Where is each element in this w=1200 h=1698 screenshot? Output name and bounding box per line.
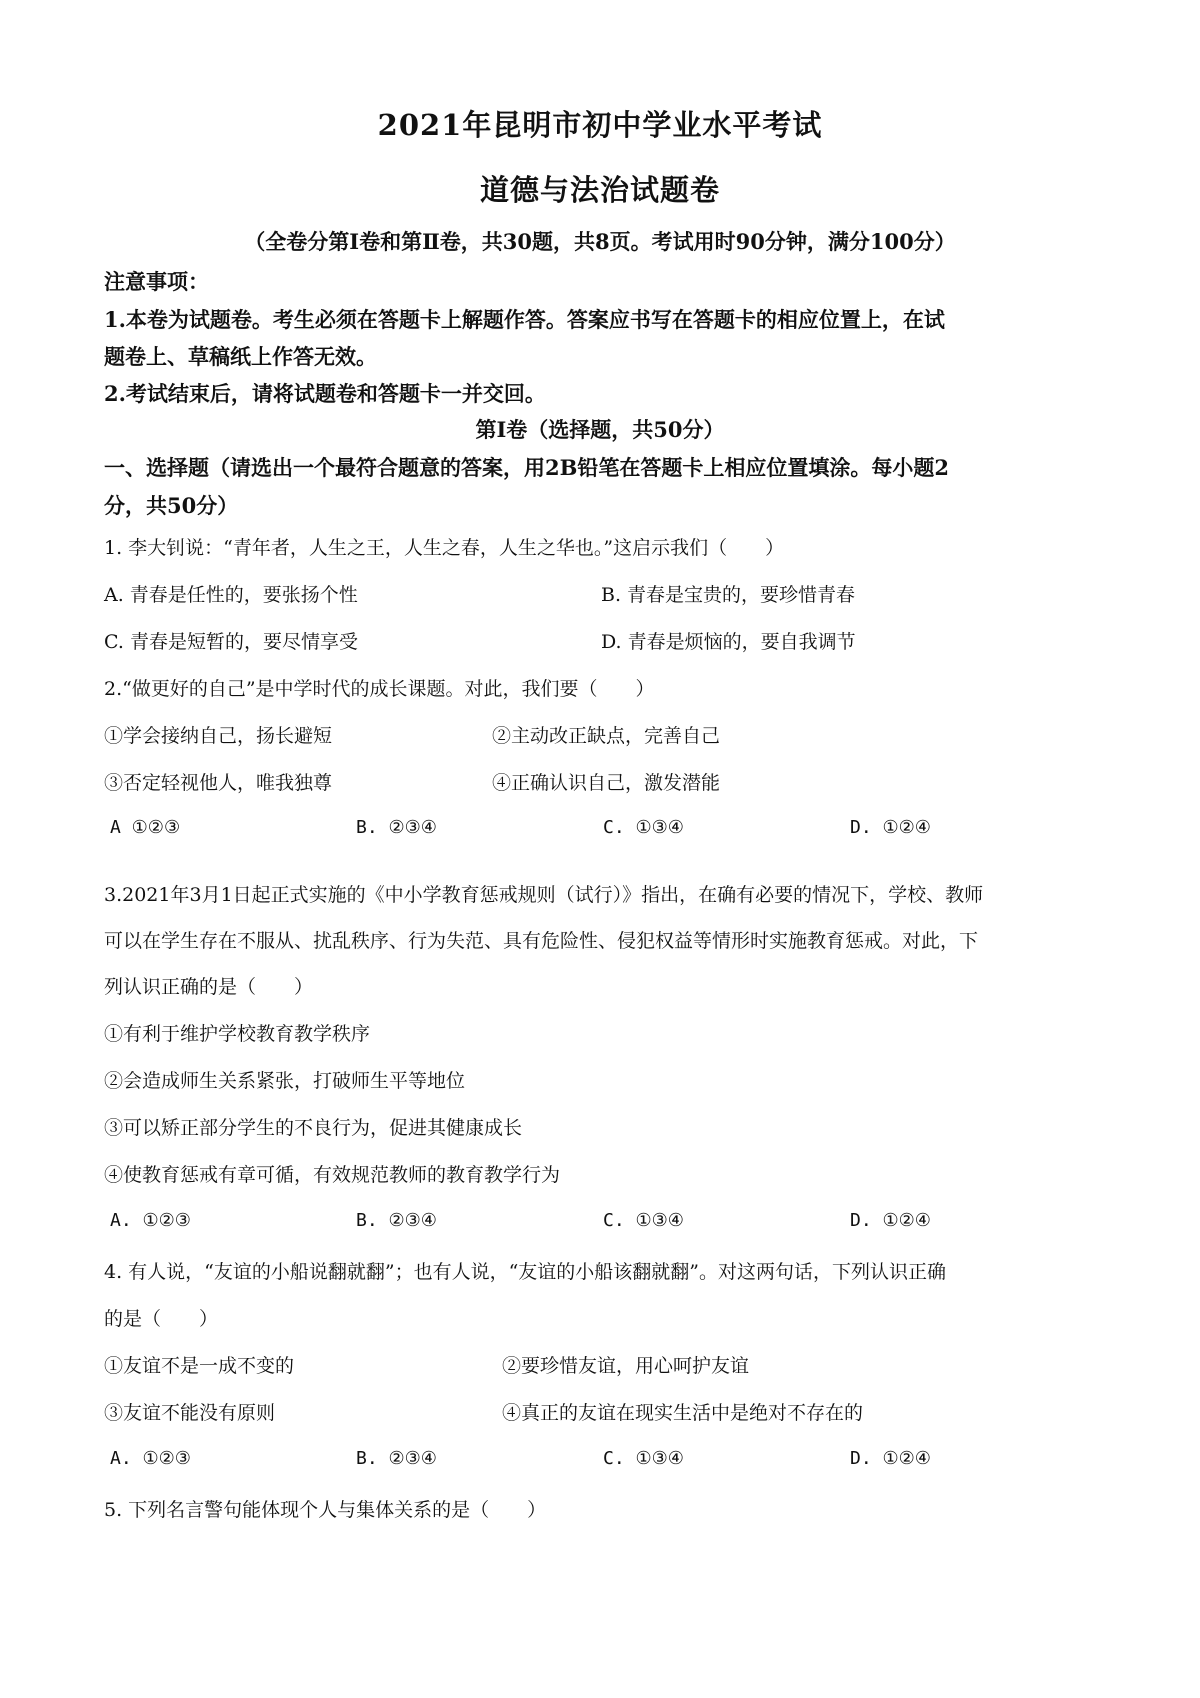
notice-item-1-line-1: 1.本卷为试题卷。考生必须在答题卡上解题作答。答案应书写在答题卡的相应位置上，在试	[104, 307, 945, 332]
question-1-option-c: C. 青春是短暂的，要尽情享受	[104, 631, 358, 653]
question-3-option-a: A. ①②③	[110, 1210, 191, 1231]
question-3-statement-3: ③可以矫正部分学生的不良行为，促进其健康成长	[104, 1117, 523, 1139]
question-4-statement-2: ②要珍惜友谊，用心呵护友谊	[502, 1355, 750, 1377]
question-4-option-d: D. ①②④	[850, 1448, 931, 1469]
question-1-option-d: D. 青春是烦恼的，要自我调节	[601, 631, 856, 653]
notice-item-1-line-2: 题卷上、草稿纸上作答无效。	[104, 344, 377, 369]
question-3-stem-line-1: 3.2021年3月1日起正式实施的《中小学教育惩戒规则（试行）》指出，在确有必要的情况下，学校、教师	[104, 884, 984, 906]
question-2-statement-1: ①学会接纳自己，扬长避短	[104, 725, 333, 747]
question-3-statement-2: ②会造成师生关系紧张，打破师生平等地位	[104, 1070, 466, 1092]
exam-title: 2021年昆明市初中学业水平考试	[377, 108, 823, 142]
notice-item-2: 2.考试结束后，请将试题卷和答题卡一并交回。	[104, 381, 546, 406]
question-3-stem-line-2: 可以在学生存在不服从、扰乱秩序、行为失范、具有危险性、侵犯权益等情形时实施教育惩戒。对此，下	[104, 930, 979, 952]
question-4-statement-3: ③友谊不能没有原则	[104, 1402, 276, 1424]
question-5-stem: 5. 下列名言警句能体现个人与集体关系的是（ ）	[104, 1499, 547, 1521]
question-4-option-c: C. ①③④	[603, 1448, 684, 1469]
question-4-stem-line-1: 4. 有人说，“友谊的小船说翻就翻”；也有人说，“友谊的小船该翻就翻”。对这两句话，下列认识正确	[104, 1261, 947, 1283]
question-1-stem: 1. 李大钊说：“青年者，人生之王，人生之春，人生之华也。”这启示我们（ ）	[104, 537, 785, 559]
question-2-statement-4: ④正确认识自己，激发潜能	[492, 772, 721, 794]
notice-heading: 注意事项：	[104, 269, 209, 294]
section-instruction-line-2: 分，共50分）	[104, 493, 239, 518]
question-2-option-c: C. ①③④	[603, 817, 684, 838]
question-4-option-a: A. ①②③	[110, 1448, 191, 1469]
question-3-statement-1: ①有利于维护学校教育教学秩序	[104, 1023, 371, 1045]
question-3-option-b: B. ②③④	[356, 1210, 437, 1231]
question-1-option-b: B. 青春是宝贵的，要珍惜青春	[601, 584, 856, 606]
question-4-option-b: B. ②③④	[356, 1448, 437, 1469]
exam-subject-title: 道德与法治试题卷	[479, 173, 720, 207]
question-3-option-d: D. ①②④	[850, 1210, 931, 1231]
question-2-statement-2: ②主动改正缺点，完善自己	[492, 725, 721, 747]
question-2-stem: 2.“做更好的自己”是中学时代的成长课题。对此，我们要（ ）	[104, 678, 655, 700]
question-2-option-d: D. ①②④	[850, 817, 931, 838]
question-3-statement-4: ④使教育惩戒有章可循，有效规范教师的教育教学行为	[104, 1164, 561, 1186]
question-4-statement-1: ①友谊不是一成不变的	[104, 1355, 295, 1377]
question-4-statement-4: ④真正的友谊在现实生活中是绝对不存在的	[502, 1402, 864, 1424]
part-title: 第Ⅰ卷（选择题，共50分）	[475, 417, 725, 442]
question-4-stem-line-2: 的是（ ）	[104, 1308, 219, 1330]
question-3-option-c: C. ①③④	[603, 1210, 684, 1231]
question-3-stem-line-3: 列认识正确的是（ ）	[104, 976, 314, 998]
question-1-option-a: A. 青春是任性的，要张扬个性	[104, 584, 358, 606]
section-instruction-line-1: 一、选择题（请选出一个最符合题意的答案，用2B铅笔在答题卡上相应位置填涂。每小题2	[104, 455, 949, 480]
exam-info: （全卷分第Ⅰ卷和第Ⅱ卷，共30题，共8页。考试用时90分钟，满分100分）	[244, 229, 956, 254]
question-2-option-b: B. ②③④	[356, 817, 437, 838]
question-2-statement-3: ③否定轻视他人，唯我独尊	[104, 772, 333, 794]
question-2-option-a: A ①②③	[110, 817, 181, 838]
